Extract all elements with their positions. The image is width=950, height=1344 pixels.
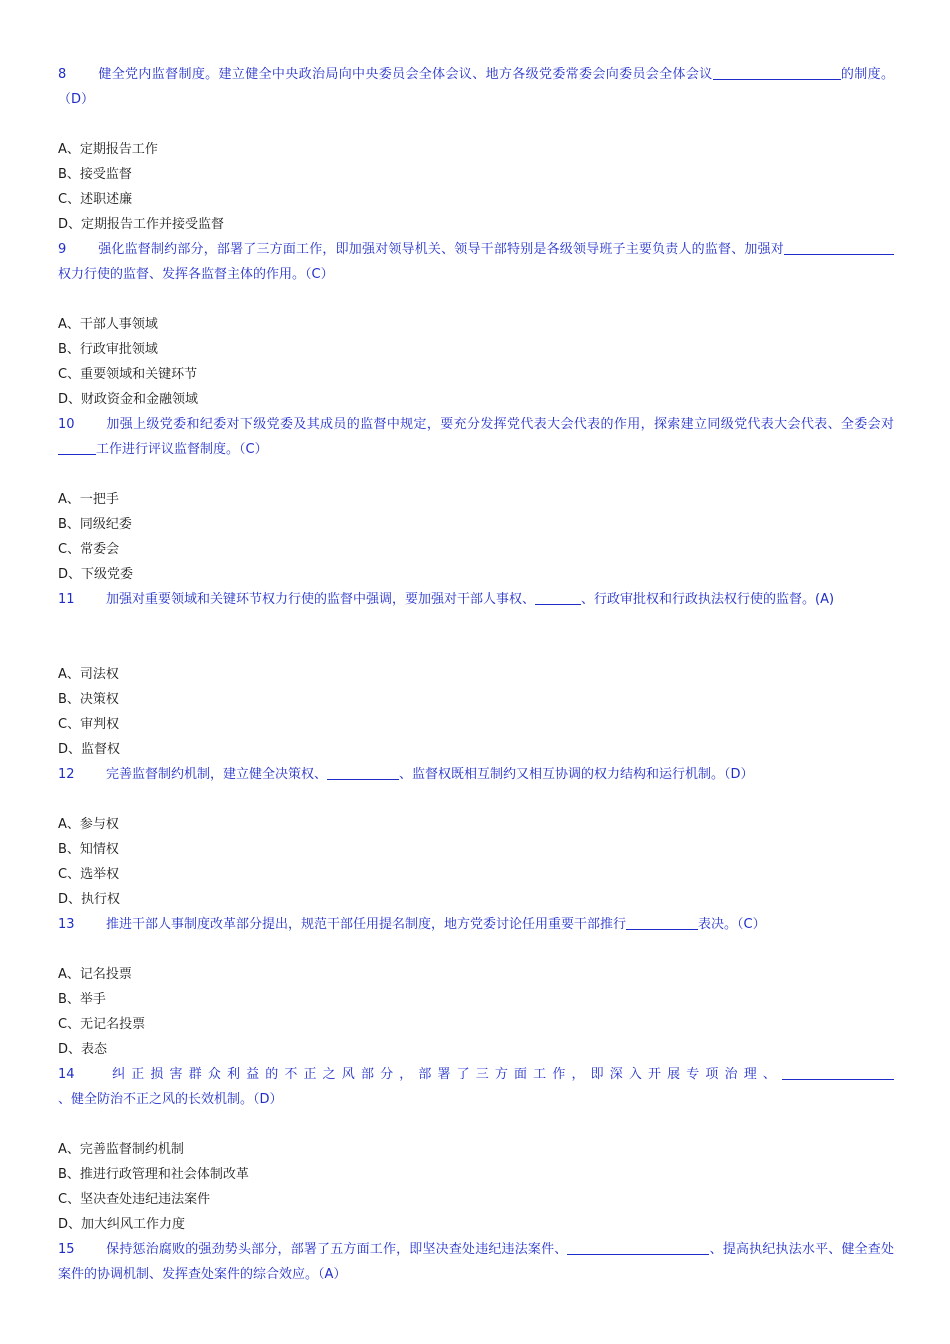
question-text-after: 工作进行评议监督制度。（C） xyxy=(96,442,268,457)
option-a: A、司法权 xyxy=(58,667,119,682)
question-text-after: 表决。（C） xyxy=(698,917,766,932)
option-c: C、常委会 xyxy=(58,542,120,557)
question-text-after: 、行政审批权和行政执法权行使的监督。(A) xyxy=(581,592,835,607)
question-text-after: 、监督权既相互制约又相互协调的权力结构和运行机制。（D） xyxy=(399,767,754,782)
option-b: B、知情权 xyxy=(58,842,119,857)
option-c: C、选举权 xyxy=(58,867,120,882)
question-text-after: 、提高执纪执法水平、健全查处案件的协调机制、发挥查处案件的综合效应。（A） xyxy=(58,1242,894,1282)
answer-blank xyxy=(327,764,399,780)
question-14 xyxy=(58,1062,894,1112)
question-13 xyxy=(58,912,894,937)
option-b: B、举手 xyxy=(58,992,106,1007)
question-text-before: 完善监督制约机制，建立健全决策权、 xyxy=(106,767,328,782)
option-d: D、监督权 xyxy=(58,742,121,757)
answer-blank xyxy=(58,439,96,455)
answer-blank xyxy=(784,239,856,255)
option-b: B、接受监督 xyxy=(58,167,132,182)
answer-blank xyxy=(626,914,698,930)
question-10 xyxy=(58,412,894,462)
question-text-after: 权力行使的监督、发挥各监督主体的作用。（C） xyxy=(58,267,334,282)
question-15 xyxy=(58,1237,894,1287)
question-number: 11 xyxy=(58,592,75,607)
options-13 xyxy=(58,962,894,1062)
question-text-before: 推进干部人事制度改革部分提出，规范干部任用提名制度，地方党委讨论任用重要干部推行 xyxy=(106,917,627,932)
option-c: C、重要领域和关键环节 xyxy=(58,367,198,382)
question-9 xyxy=(58,237,894,287)
option-c: C、述职述廉 xyxy=(58,192,133,207)
question-text-before: 纠正损害群众利益的不正之风部分，部署了三方面工作，即深入开展专项治理、 xyxy=(106,1067,782,1082)
option-a: A、一把手 xyxy=(58,492,119,507)
option-b: B、同级纪委 xyxy=(58,517,132,532)
option-b: B、行政审批领域 xyxy=(58,342,158,357)
question-12 xyxy=(58,762,894,787)
option-d: D、表态 xyxy=(58,1042,108,1057)
answer-blank-continued xyxy=(856,239,894,255)
question-number: 10 xyxy=(58,417,75,432)
question-number: 12 xyxy=(58,767,75,782)
answer-blank xyxy=(567,1239,709,1255)
option-a: A、定期报告工作 xyxy=(58,142,158,157)
option-c: C、坚决查处违纪违法案件 xyxy=(58,1192,211,1207)
option-d: D、财政资金和金融领域 xyxy=(58,392,199,407)
option-b: B、推进行政管理和社会体制改革 xyxy=(58,1167,249,1182)
option-d: D、下级党委 xyxy=(58,567,134,582)
options-10 xyxy=(58,487,894,587)
option-c: C、无记名投票 xyxy=(58,1017,146,1032)
option-a: A、记名投票 xyxy=(58,967,132,982)
answer-blank xyxy=(713,64,841,80)
question-text-after: 的制度。（D） xyxy=(58,67,894,107)
question-text-before: 强化监督制约部分，部署了三方面工作，即加强对领导机关、领导干部特别是各级领导班子主要负责人的监督、加强对 xyxy=(98,242,784,257)
question-text-before: 加强对重要领域和关键环节权力行使的监督中强调，要加强对干部人事权、 xyxy=(106,592,536,607)
document-page xyxy=(58,62,894,1287)
question-11 xyxy=(58,587,894,612)
question-number: 8 xyxy=(58,67,67,82)
options-12 xyxy=(58,812,894,912)
question-8 xyxy=(58,62,894,112)
option-b: B、决策权 xyxy=(58,692,119,707)
options-9 xyxy=(58,312,894,412)
options-14 xyxy=(58,1137,894,1237)
option-a: A、参与权 xyxy=(58,817,119,832)
option-c: C、审判权 xyxy=(58,717,120,732)
option-d: D、定期报告工作并接受监督 xyxy=(58,217,225,232)
question-text-after: 、健全防治不正之风的长效机制。（D） xyxy=(58,1092,283,1107)
answer-blank xyxy=(535,589,581,605)
question-text-before: 加强上级党委和纪委对下级党委及其成员的监督中规定，要充分发挥党代表大会代表的作用，探索建立同级党代表大会代表、全委会对 xyxy=(106,417,894,432)
question-number: 9 xyxy=(58,242,67,257)
option-d: D、加大纠风工作力度 xyxy=(58,1217,186,1232)
question-number: 13 xyxy=(58,917,75,932)
option-a: A、干部人事领域 xyxy=(58,317,158,332)
question-number: 14 xyxy=(58,1067,75,1082)
question-text-before: 健全党内监督制度。建立健全中央政治局向中央委员会全体会议、地方各级党委常委会向委员会全体会议 xyxy=(98,67,713,82)
options-8 xyxy=(58,137,894,237)
option-d: D、执行权 xyxy=(58,892,121,907)
answer-blank xyxy=(782,1064,894,1080)
options-11 xyxy=(58,662,894,762)
question-number: 15 xyxy=(58,1242,75,1257)
option-a: A、完善监督制约机制 xyxy=(58,1142,184,1157)
question-text-before: 保持惩治腐败的强劲势头部分，部署了五方面工作，即坚决查处违纪违法案件、 xyxy=(106,1242,568,1257)
